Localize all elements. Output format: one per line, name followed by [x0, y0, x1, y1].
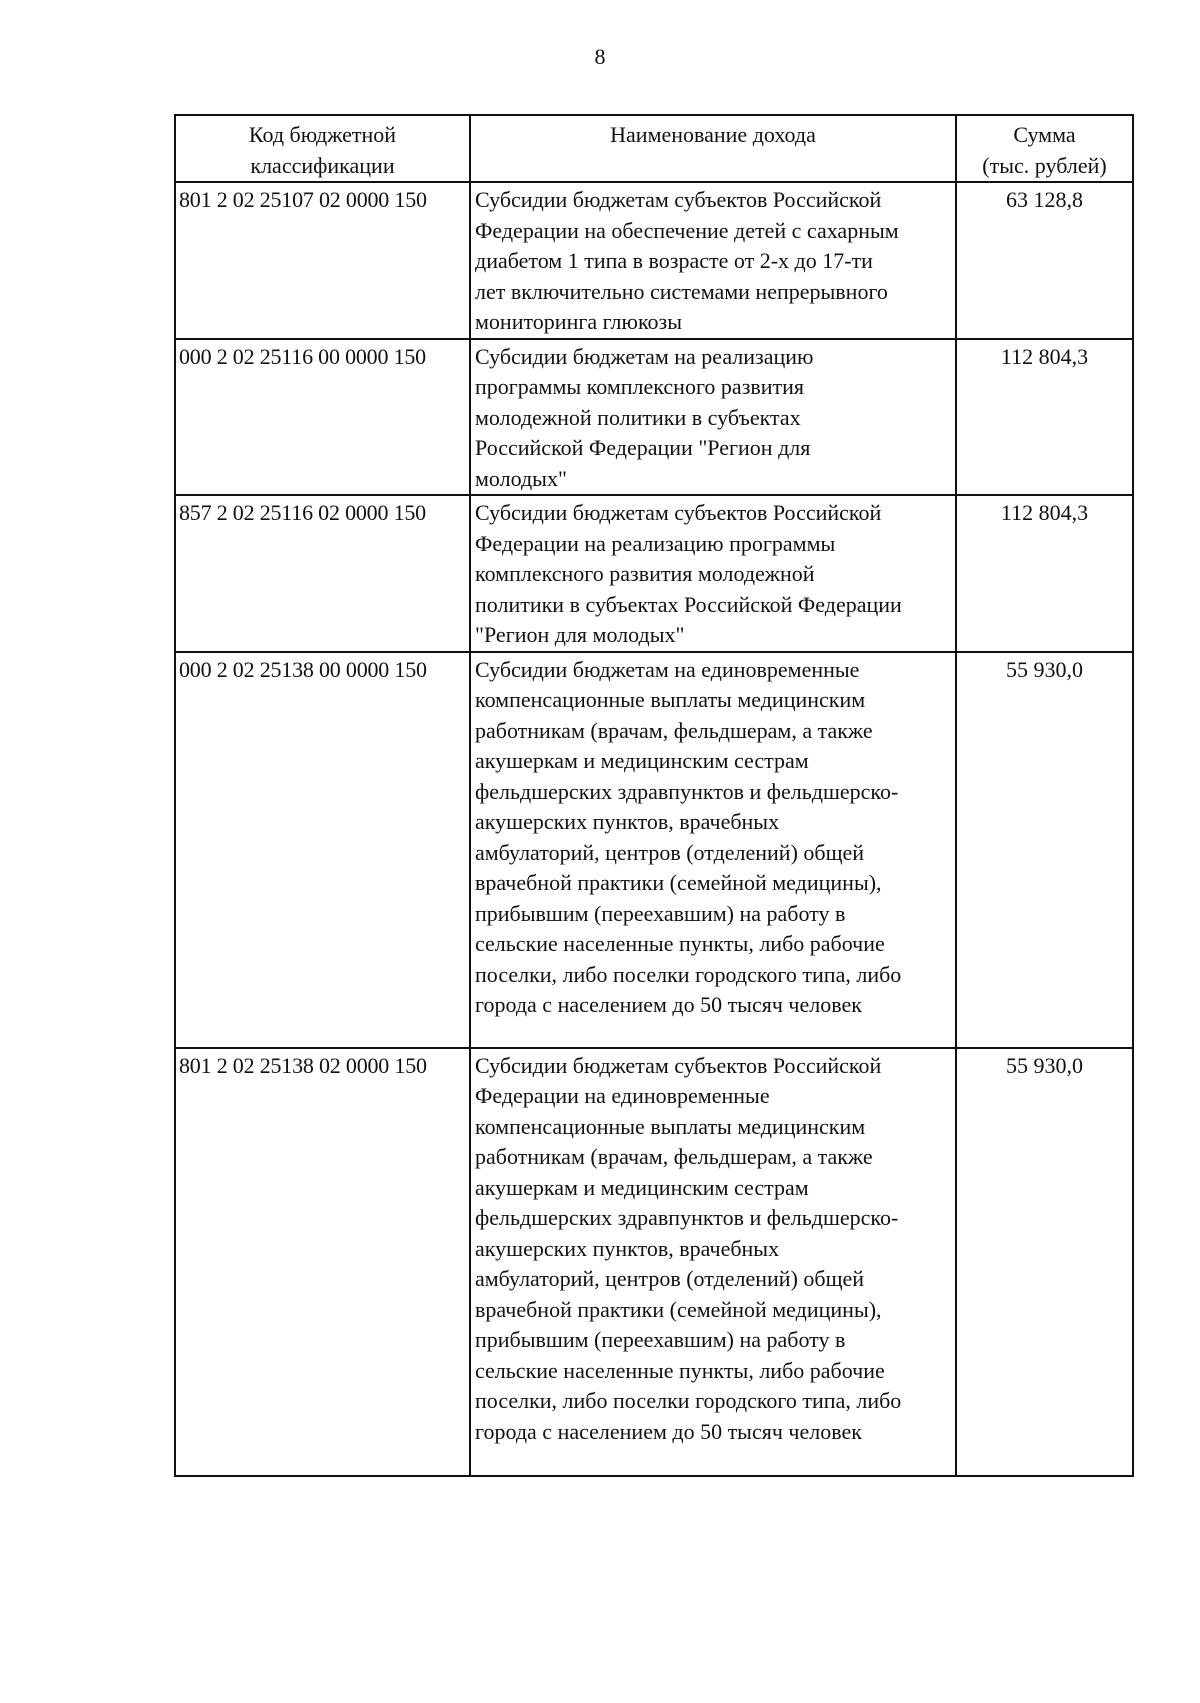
row-name-line: молодежной политики в субъектах — [475, 404, 801, 430]
row-name-line: Федерации на обеспечение детей с сахарным — [475, 217, 899, 243]
row-name-line: врачебной практики (семейной медицины), — [475, 1296, 882, 1322]
row-name-line: акушеркам и медицинским сестрам — [475, 748, 809, 773]
row-name — [470, 182, 956, 339]
row-name-line: программы комплексного развития — [475, 374, 805, 399]
table-row — [175, 1048, 1133, 1476]
row-name-line: работникам (врачам, фельдшерам, а также — [475, 1144, 873, 1169]
row-name-line: Субсидии бюджетам субъектов Российской — [475, 187, 882, 212]
row-name-line: города с населением до 50 тысяч человек — [475, 992, 862, 1017]
row-name-line: диабетом 1 типа в возрасте от 2-х до 17-ти — [475, 248, 873, 273]
row-name-line: сельские населенные пункты, либо рабочие — [475, 1357, 885, 1383]
row-name-line: врачебной практики (семейной медицины), — [475, 870, 882, 895]
row-name — [470, 652, 956, 1048]
row-name-line: акушерских пунктов, врачебных — [475, 1235, 780, 1261]
row-name-line: Федерации на единовременные — [475, 1083, 770, 1108]
row-name-line: поселки, либо поселки городского типа, либо — [475, 1388, 902, 1413]
row-code: 000 2 02 25138 00 0000 150 — [175, 652, 470, 1048]
row-name-line: компенсационные выплаты медицинским — [475, 1113, 866, 1139]
header-sum-line: (тыс. рублей) — [982, 152, 1107, 178]
row-name-line: политики в субъектах Российской Федерации — [475, 591, 902, 617]
row-sum: 63 128,8 — [956, 182, 1133, 339]
header-code-line: классификации — [250, 152, 395, 178]
row-name-line: Федерации на реализацию программы — [475, 530, 836, 556]
row-code: 000 2 02 25116 00 0000 150 — [175, 339, 470, 496]
row-name-line: "Регион для молодых" — [475, 622, 685, 647]
row-name-line: Субсидии бюджетам на реализацию — [475, 343, 814, 369]
row-sum: 112 804,3 — [956, 339, 1133, 496]
header-name-line: Наименование дохода — [610, 122, 816, 147]
header-code-line: Код бюджетной — [248, 122, 397, 147]
row-name-line: Российской Федерации "Регион для — [475, 435, 811, 460]
row-code: 801 2 02 25138 02 0000 150 — [175, 1048, 470, 1476]
row-name-line: Субсидии бюджетам на единовременные — [475, 656, 860, 682]
row-name — [470, 1048, 956, 1476]
row-name-line: Субсидии бюджетам субъектов Российской — [475, 500, 882, 525]
row-name-line: лет включительно системами непрерывного — [475, 278, 888, 304]
row-name — [470, 339, 956, 496]
row-name — [470, 495, 956, 652]
table-header-row — [175, 115, 1133, 182]
row-name-line: прибывшим (переехавшим) на работу в — [475, 1327, 846, 1352]
table-row — [175, 495, 1133, 652]
row-name-line: комплексного развития молодежной — [475, 561, 815, 586]
header-sum-line: Сумма — [1013, 122, 1076, 147]
header-code — [175, 115, 470, 182]
row-name-line: прибывшим (переехавшим) на работу в — [475, 900, 846, 926]
row-name-line: сельские населенные пункты, либо рабочие — [475, 931, 885, 956]
row-name-line: акушерских пунктов, врачебных — [475, 809, 780, 834]
row-name-line: амбулаторий, центров (отделений) общей — [475, 1266, 865, 1291]
row-name-line: акушеркам и медицинским сестрам — [475, 1174, 809, 1200]
table-row — [175, 182, 1133, 339]
row-name-line: амбулаторий, центров (отделений) общей — [475, 839, 865, 865]
table-row — [175, 652, 1133, 1048]
row-name-line: города с населением до 50 тысяч человек — [475, 1418, 862, 1444]
row-name-line: работникам (врачам, фельдшерам, а также — [475, 717, 873, 743]
page-number: 8 — [594, 44, 606, 69]
row-name-line: мониторинга глюкозы — [475, 309, 682, 334]
row-name-line: фельдшерских здравпунктов и фельдшерско- — [475, 778, 899, 804]
row-sum: 55 930,0 — [956, 652, 1133, 1048]
row-name-line: компенсационные выплаты медицинским — [475, 687, 866, 712]
table-row — [175, 339, 1133, 496]
header-name — [470, 115, 956, 182]
row-sum: 55 930,0 — [956, 1048, 1133, 1476]
row-code: 801 2 02 25107 02 0000 150 — [175, 182, 470, 339]
row-name-line: фельдшерских здравпунктов и фельдшерско- — [475, 1205, 899, 1230]
row-name-line: молодых" — [475, 465, 567, 491]
row-name-line: Субсидии бюджетам субъектов Российской — [475, 1052, 882, 1078]
row-name-line: поселки, либо поселки городского типа, либо — [475, 961, 902, 987]
header-sum — [956, 115, 1133, 182]
budget-revenue-table — [174, 114, 1134, 1477]
row-sum: 112 804,3 — [956, 495, 1133, 652]
row-code: 857 2 02 25116 02 0000 150 — [175, 495, 470, 652]
